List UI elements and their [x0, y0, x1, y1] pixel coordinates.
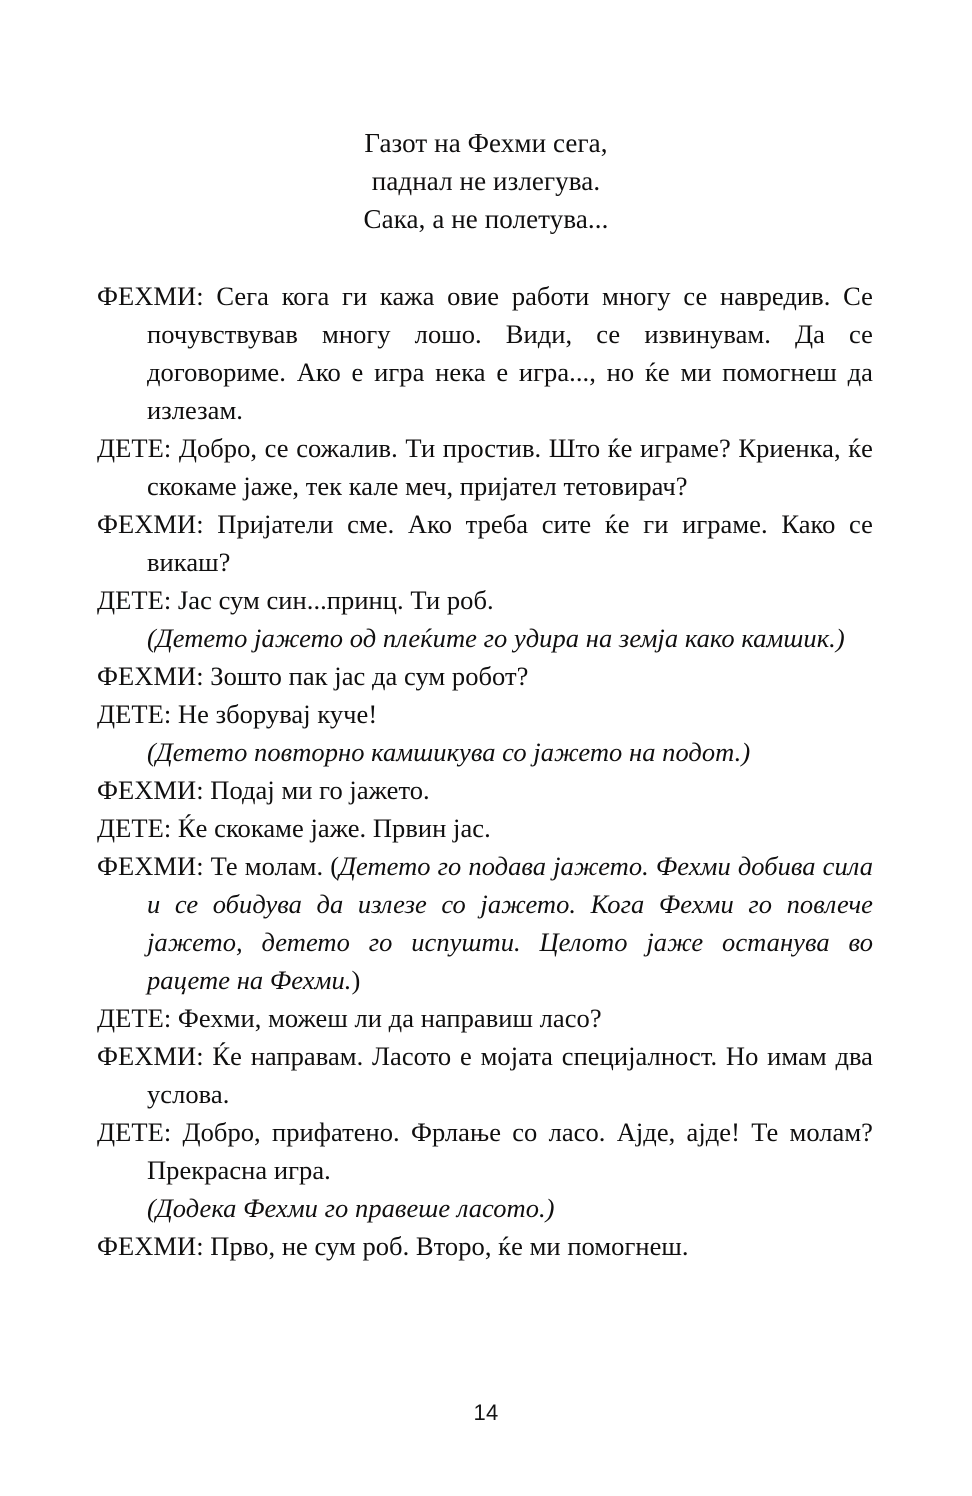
speech-line — [97, 657, 873, 695]
speech-line — [97, 581, 873, 619]
page-number: 14 — [473, 1400, 499, 1425]
speech-text: ДЕТЕ: Добро, се сожалив. Ти простив. Што ќе играме? Криенка, ќе скокаме јаже, тек кале меч, пријател тетовирач? — [97, 433, 873, 501]
speech-text: ФЕХМИ: Ќе направам. Ласото е мојата специјалност. Но имам два услова. — [97, 1041, 873, 1109]
speech-line-with-stage — [97, 847, 873, 999]
stage-direction: (Детето повторно камшикува со јажето на подот.) — [147, 737, 751, 767]
speech-text: ДЕТЕ: Јас сум син...принц. Ти роб. — [97, 585, 494, 615]
dialogue-body — [97, 277, 873, 1265]
inline-stage-close-paren: ) — [351, 965, 361, 995]
speech-line — [97, 505, 873, 581]
speech-text: ФЕХМИ: Сега кога ги кажа овие работи многу се навредив. Се почувствував многу лошо. Види, се извинувам. Да се договориме. Ако е игра нека е игра..., но ќе ми помогнеш да излезам. — [97, 281, 873, 425]
speech-line — [97, 1113, 873, 1189]
epigraph-verse — [0, 124, 972, 238]
speech-line — [97, 695, 873, 733]
speech-line — [97, 277, 873, 429]
speech-text: ФЕХМИ: Зошто пак јас да сум робот? — [97, 661, 529, 691]
epigraph-line-3: Сака, а не полетува... — [363, 204, 609, 234]
speech-text: ДЕТЕ: Добро, прифатено. Фрлање со ласо. Ајде, ајде! Те молам? Прекрасна игра. — [97, 1117, 873, 1185]
epigraph-line-2: паднал не излегува. — [371, 166, 601, 196]
speech-text: ДЕТЕ: Фехми, можеш ли да направиш ласо? — [97, 1003, 602, 1033]
speech-text: ФЕХМИ: Прво, не сум роб. Второ, ќе ми помогнеш. — [97, 1231, 689, 1261]
speech-line — [97, 1037, 873, 1113]
epigraph-line-1: Газот на Фехми сега, — [364, 128, 608, 158]
speech-line — [97, 429, 873, 505]
speech-text: ДЕТЕ: Ќе скокаме јаже. Првин јас. — [97, 813, 491, 843]
stage-direction: (Додека Фехми го правеше ласото.) — [147, 1193, 555, 1223]
stage-direction: (Детето јажето од плеќите го удира на земја како камшик.) — [147, 623, 845, 653]
speech-text: ФЕХМИ: Те молам. ( — [97, 851, 340, 881]
speech-text: ФЕХМИ: Подај ми го јажето. — [97, 775, 430, 805]
speech-line — [97, 999, 873, 1037]
speech-line — [97, 809, 873, 847]
speech-line — [97, 1227, 873, 1265]
speech-line — [97, 771, 873, 809]
speech-text: ФЕХМИ: Пријатели сме. Ако треба сите ќе ги играме. Како се викаш? — [97, 509, 873, 577]
speech-text: ДЕТЕ: Не зборувај куче! — [97, 699, 378, 729]
inline-stage-direction: Детето го подава јажето. Фехми добива сила и се обидува да излезе со јажето. Кога Фехми го повлече јажето, детето го испушти. Целото јаже останува во рацете на Фехми. — [147, 851, 873, 995]
